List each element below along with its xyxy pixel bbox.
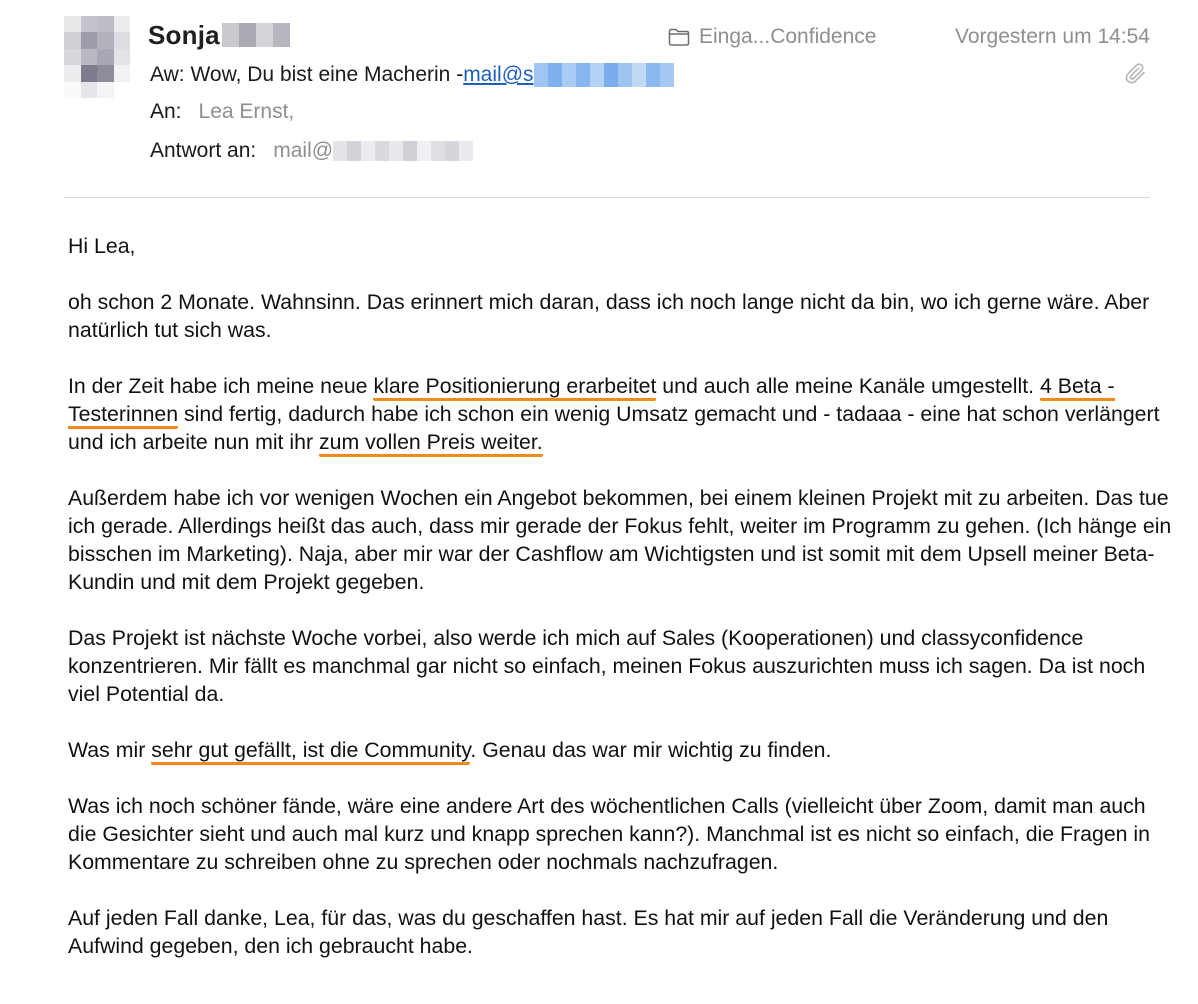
redacted-reply-email	[333, 141, 473, 161]
paragraph-3: Außerdem habe ich vor wenigen Wochen ein Angebot bekommen, bei einem kleinen Projekt mit zu arbeiten. Das tue ich gerade. Allerdings heißt das auch, dass mir gerade der Fokus fehlt, weiter im Programm zu gehen. (Ich hänge ein bisschen im Marketing). Naja, aber mir war der Cashflow am Wichtigsten und ist somit mit dem Upsell meiner Beta-Kundin und mit dem Projekt gegeben.	[68, 486, 1172, 594]
redacted-sender-surname	[222, 23, 290, 47]
text: und auch alle meine Kanäle umgestellt.	[656, 374, 1040, 398]
reply-to-label: Antwort an:	[150, 139, 257, 162]
folder-label[interactable]: Einga...Confidence	[699, 25, 877, 48]
redacted-email	[534, 63, 674, 87]
highlighted-text: zum vollen Preis weiter.	[319, 430, 543, 457]
avatar	[64, 16, 130, 98]
greeting: Hi Lea,	[68, 234, 136, 258]
paperclip-icon[interactable]	[1124, 62, 1148, 86]
paragraph-7: Auf jeden Fall danke, Lea, für das, was du geschaffen hast. Es hat mir auf jeden Fall die Veränderung und den Aufwind gegeben, den ich gebraucht habe.	[68, 906, 1109, 958]
paragraph-2	[68, 372, 1178, 456]
reply-to-value[interactable]: mail@	[273, 139, 334, 162]
text: Was mir	[68, 738, 152, 762]
paragraph-4: Das Projekt ist nächste Woche vorbei, also werde ich mich auf Sales (Kooperationen) und classyconfidence konzentrieren. Mir fällt es manchmal gar nicht so einfach, meinen Fokus auszurichten muss ich sagen. Da ist noch viel Potential da.	[68, 626, 1146, 706]
highlighted-text: klare Positionierung erarbeitet	[373, 374, 656, 401]
received-date: Vorgestern um 14:54	[955, 25, 1150, 48]
paragraph-1: oh schon 2 Monate. Wahnsinn. Das erinnert mich daran, dass ich noch lange nicht da bin, wo ich gerne wäre. Aber natürlich tut sich was.	[68, 290, 1150, 342]
recipient-row	[150, 97, 294, 127]
header-divider	[64, 197, 1150, 198]
reply-to-row	[150, 136, 473, 166]
subject-text: Aw: Wow, Du bist eine Macherin -	[150, 63, 464, 86]
to-value[interactable]: Lea Ernst,	[198, 100, 295, 123]
sender[interactable]	[148, 18, 290, 52]
highlighted-text: 4 Beta - Testerinnen	[68, 374, 1115, 429]
paragraph-6: Was ich noch schöner fände, wäre eine andere Art des wöchentlichen Calls (vielleicht über Zoom, damit man auch die Gesichter sieht und auch mal kurz und knapp sprechen kann?). Manchmal ist es nicht so einfach, die Fragen in Kommentare zu schreiben ohne zu sprechen oder nochmals nachzufragen.	[68, 794, 1151, 874]
subject	[150, 60, 674, 90]
text: sind fertig, dadurch habe ich schon ein wenig Umsatz gemacht und - tadaaa - eine hat schon verlängert und ich arbeite nun mit ihr	[68, 402, 1160, 454]
to-label: An:	[150, 100, 182, 123]
subject-email-link[interactable]: mail@s	[463, 63, 534, 86]
folder-icon	[668, 28, 690, 46]
message-body	[68, 232, 1178, 988]
highlighted-text: sehr gut gefällt, ist die Community	[151, 738, 470, 765]
sender-name[interactable]: Sonja	[148, 19, 220, 50]
paragraph-5	[68, 736, 1178, 764]
text: In der Zeit habe ich meine neue	[68, 374, 374, 398]
text: . Genau das war mir wichtig zu finden.	[470, 738, 832, 762]
mailbox-folder[interactable]	[668, 24, 876, 50]
